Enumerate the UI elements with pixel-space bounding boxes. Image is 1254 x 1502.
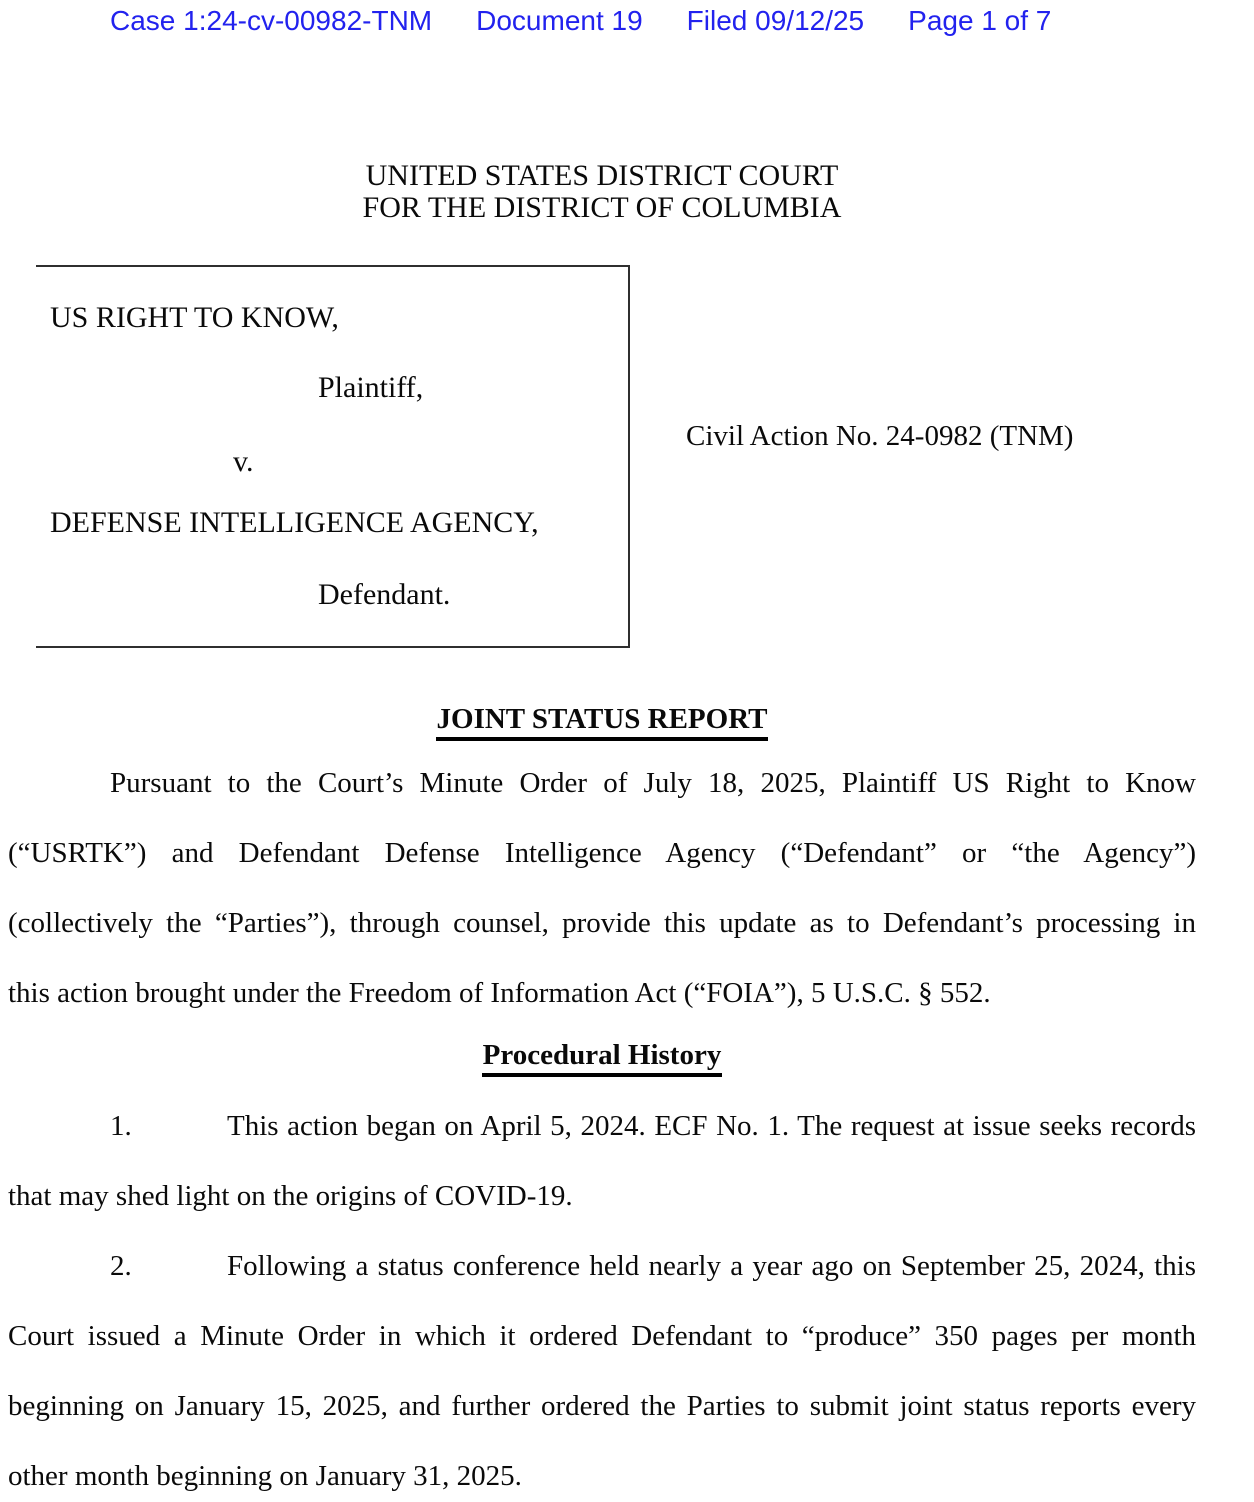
defendant-role-label: Defendant. bbox=[318, 578, 451, 611]
body-text-line: Court issued a Minute Order in which it ordered Defendant to “produce” 350 pages per month bbox=[8, 1320, 1196, 1352]
numbered-paragraph-1 bbox=[8, 1091, 1196, 1231]
document-title-text: JOINT STATUS REPORT bbox=[436, 703, 769, 741]
numbered-paragraph-2 bbox=[8, 1231, 1196, 1502]
section-heading-text: Procedural History bbox=[482, 1039, 723, 1077]
stamp-case-number: Case 1:24-cv-00982-TNM bbox=[110, 5, 433, 36]
plaintiff-name: US RIGHT TO KNOW, bbox=[50, 301, 339, 334]
body-text-line: other month beginning on January 31, 2025. bbox=[8, 1460, 522, 1492]
body-text-line: that may shed light on the origins of COVID-19. bbox=[8, 1180, 573, 1212]
defendant-name: DEFENSE INTELLIGENCE AGENCY, bbox=[50, 506, 539, 539]
stamp-document-number: Document 19 bbox=[476, 5, 643, 36]
body-text-line: beginning on January 15, 2025, and further ordered the Parties to submit joint status reports every bbox=[8, 1390, 1196, 1422]
court-title-line1: UNITED STATES DISTRICT COURT bbox=[365, 159, 839, 192]
body-text-line: (“USRTK”) and Defendant Defense Intelligence Agency (“Defendant” or “the Agency”) bbox=[8, 837, 1196, 869]
document-title bbox=[8, 702, 1196, 736]
body-text-line: this action brought under the Freedom of Information Act (“FOIA”), 5 U.S.C. § 552. bbox=[8, 977, 991, 1009]
court-title-line2: FOR THE DISTRICT OF COLUMBIA bbox=[362, 191, 842, 224]
section-heading bbox=[8, 1038, 1196, 1072]
body-text-line: Pursuant to the Court’s Minute Order of July 18, 2025, Plaintiff US Right to Know bbox=[110, 767, 1196, 799]
intro-paragraph bbox=[8, 748, 1196, 1028]
versus-label: v. bbox=[233, 445, 254, 478]
body-text-line: 1. This action began on April 5, 2024. ECF No. 1. The request at issue seeks records bbox=[8, 1091, 1196, 1161]
court-title bbox=[8, 160, 1196, 224]
stamp-page-number: Page 1 of 7 bbox=[908, 5, 1052, 36]
paragraph-number: 1. bbox=[110, 1110, 132, 1142]
civil-action-number: Civil Action No. 24-0982 (TNM) bbox=[686, 420, 1074, 452]
plaintiff-role-label: Plaintiff, bbox=[318, 371, 424, 404]
body-text-line: 2. Following a status conference held nearly a year ago on September 25, 2024, this bbox=[8, 1231, 1196, 1301]
pacer-stamp-header bbox=[110, 5, 1051, 37]
case-caption-box bbox=[36, 265, 630, 648]
body-text-line: (collectively the “Parties”), through counsel, provide this update as to Defendant’s processing in bbox=[8, 907, 1196, 939]
paragraph-number: 2. bbox=[110, 1250, 132, 1282]
stamp-filed-date: Filed 09/12/25 bbox=[686, 5, 865, 36]
